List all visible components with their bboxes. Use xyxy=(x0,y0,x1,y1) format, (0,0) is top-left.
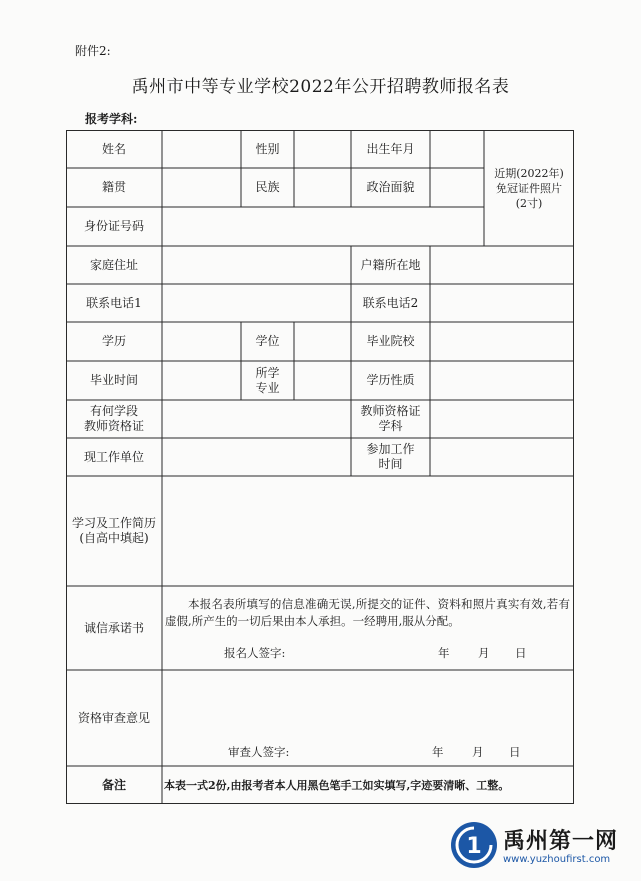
label-resume-line-2: (自高中填起) xyxy=(79,531,149,545)
label-major-line-1: 所学 xyxy=(255,365,280,380)
education-field[interactable] xyxy=(162,322,241,361)
label-major xyxy=(241,361,294,400)
photo-box[interactable] xyxy=(484,130,574,246)
work-start-field[interactable] xyxy=(430,438,574,476)
label-name: 姓名 xyxy=(101,141,126,156)
applicant-month: 月 xyxy=(478,646,490,660)
label-native-place: 籍贯 xyxy=(101,180,126,194)
label-hukou: 户籍所在地 xyxy=(360,257,421,272)
label-cert-level xyxy=(66,400,162,438)
subject-label: 报考学科: xyxy=(85,112,138,126)
photo-line-3: (2寸) xyxy=(515,196,543,210)
hukou-field[interactable] xyxy=(430,246,574,284)
label-cert-level-line-2: 教师资格证 xyxy=(83,419,144,433)
label-ethnicity: 民族 xyxy=(255,180,280,194)
label-degree: 学位 xyxy=(255,334,280,348)
label-cert-subject-line-2: 学科 xyxy=(378,419,403,433)
remarks-text: 本表一式2份,由报考者本人用黑色笔手工如实填写,字迹要清晰、工整。 xyxy=(164,779,510,792)
registration-form-table xyxy=(66,130,574,804)
label-cert-subject-line-1: 教师资格证 xyxy=(360,404,421,418)
home-address-field[interactable] xyxy=(162,246,351,284)
edu-type-field[interactable] xyxy=(430,361,574,400)
label-major-line-2: 专业 xyxy=(255,380,280,395)
label-resume-line-1: 学习及工作简历 xyxy=(71,516,156,530)
political-field[interactable] xyxy=(430,168,484,207)
site-name: 禹州第一网 xyxy=(503,829,619,854)
phone1-field[interactable] xyxy=(162,284,351,322)
major-field[interactable] xyxy=(294,361,351,400)
review-year: 年 xyxy=(432,745,444,759)
ethnicity-field[interactable] xyxy=(294,168,351,207)
label-political: 政治面貌 xyxy=(366,180,415,194)
label-grad-time: 毕业时间 xyxy=(89,373,138,387)
birth-field[interactable] xyxy=(430,130,484,168)
label-employer: 现工作单位 xyxy=(83,449,144,464)
cert-subject-field[interactable] xyxy=(430,400,574,438)
label-cert-level-line-1: 有何学段 xyxy=(89,404,138,418)
applicant-year: 年 xyxy=(438,646,450,660)
label-review: 资格审查意见 xyxy=(77,710,150,725)
gender-field[interactable] xyxy=(294,130,351,168)
label-work-start-line-1: 参加工作 xyxy=(366,442,415,456)
label-work-start-line-2: 时间 xyxy=(378,457,403,471)
attachment-label: 附件2: xyxy=(75,44,111,58)
label-remarks: 备注 xyxy=(101,777,126,792)
label-home-address: 家庭住址 xyxy=(89,257,138,272)
grad-time-field[interactable] xyxy=(162,361,241,400)
site-watermark-logo xyxy=(445,818,635,876)
label-birth: 出生年月 xyxy=(366,141,415,156)
label-work-start xyxy=(351,438,430,476)
label-phone1: 联系电话1 xyxy=(86,295,142,310)
pledge-text: 本报名表所填写的信息准确无误,所提交的证件、资料和照片真实有效,若有虚假,所产生的一切后果由本人承担。一经聘用,服从分配。 xyxy=(165,597,570,628)
id-number-field[interactable] xyxy=(162,207,484,246)
label-resume xyxy=(66,476,162,586)
applicant-sign-label: 报名人签字: xyxy=(224,646,286,660)
svg-text:1: 1 xyxy=(466,834,482,859)
resume-field[interactable] xyxy=(162,476,574,586)
label-id-number: 身份证号码 xyxy=(83,219,144,233)
label-education: 学历 xyxy=(101,334,126,348)
phone2-field[interactable] xyxy=(430,284,574,322)
degree-field[interactable] xyxy=(294,322,351,361)
label-pledge: 诚信承诺书 xyxy=(83,620,144,635)
applicant-day: 日 xyxy=(515,646,527,660)
label-edu-type: 学历性质 xyxy=(366,373,415,387)
label-phone2: 联系电话2 xyxy=(362,295,419,310)
label-cert-subject xyxy=(351,400,430,438)
reviewer-sign-label: 审查人签字: xyxy=(228,745,290,759)
page-title: 禹州市中等专业学校2022年公开招聘教师报名表 xyxy=(131,77,510,97)
name-field[interactable] xyxy=(162,130,241,168)
logo-badge-icon xyxy=(451,822,497,868)
review-day: 日 xyxy=(509,745,521,759)
label-gender: 性别 xyxy=(255,141,280,156)
site-url: www.yuzhoufirst.com xyxy=(503,854,611,865)
photo-line-1: 近期(2022年) xyxy=(494,166,564,180)
native-place-field[interactable] xyxy=(162,168,241,207)
school-field[interactable] xyxy=(430,322,574,361)
cert-level-field[interactable] xyxy=(162,400,351,438)
employer-field[interactable] xyxy=(162,438,351,476)
label-school: 毕业院校 xyxy=(366,334,415,348)
photo-line-2: 免冠证件照片 xyxy=(496,181,562,195)
review-month: 月 xyxy=(472,745,484,759)
